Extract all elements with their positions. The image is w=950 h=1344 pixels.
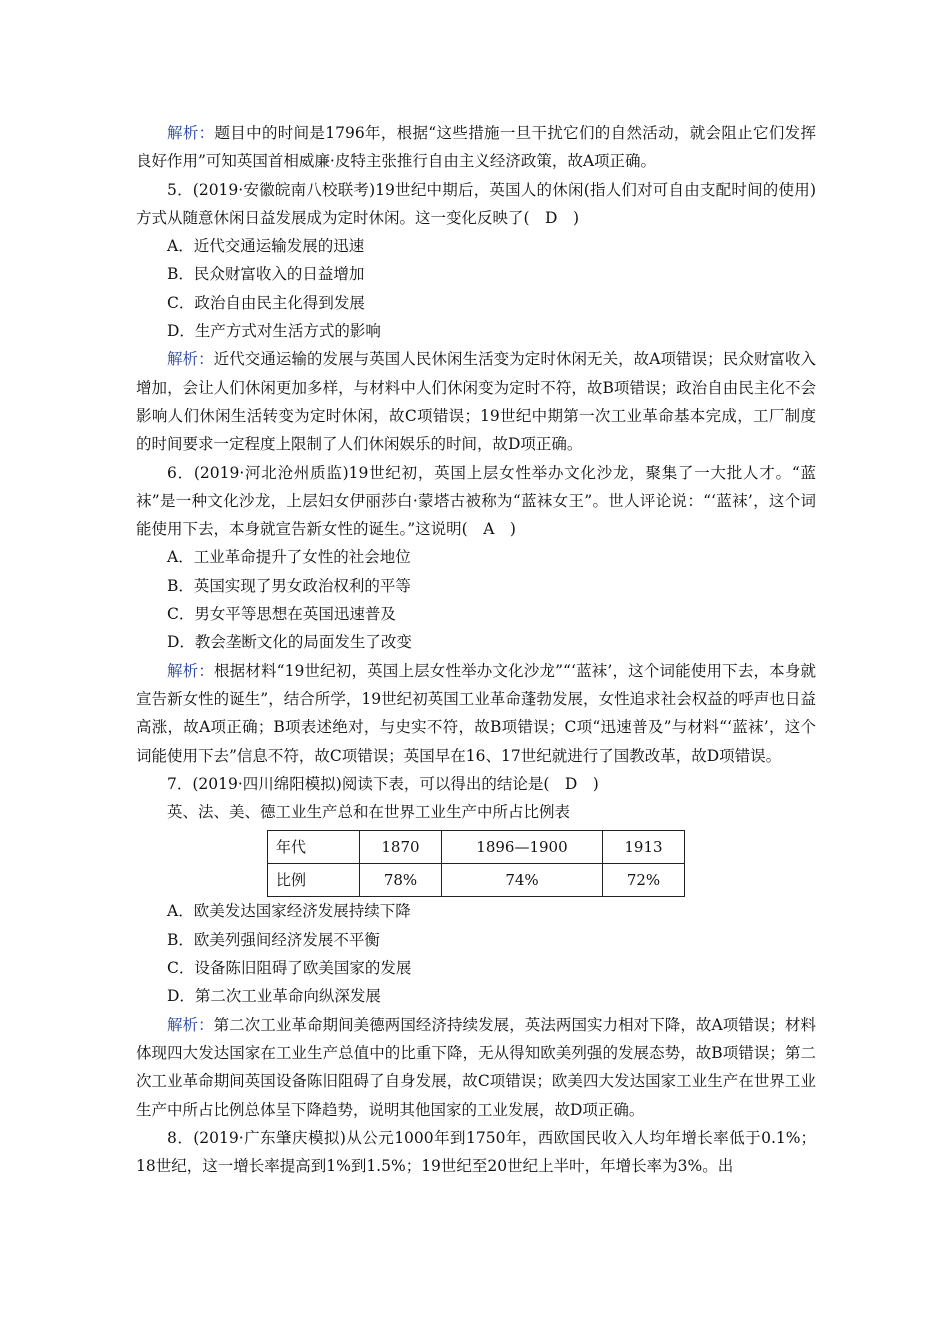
q6-option-b: B．英国实现了男女政治权利的平等 <box>167 576 411 595</box>
table-title: 英、法、美、德工业生产总和在世界工业生产中所占比例表 <box>167 803 571 822</box>
q7-option-b: B．欧美列强间经济发展不平衡 <box>167 930 380 949</box>
q7-option-c: C．设备陈旧阻碍了欧美国家的发展 <box>167 959 412 978</box>
analysis-text: 近代交通运输的发展与英国人民休闲生活变为定时休闲无关，故A项错误；民众财富收入增加，会让人们休闲更加多样，与材料中人们休闲变为定时不符，故B项错误；政治自由民主化不会影响人们休闲生活转变为定时休闲，故C项错误；19世纪中期第一次工业革命基本完成，工厂制度的时间要求一定程度上限制了人们休闲娱乐的时间，故D项正确。 <box>136 350 816 454</box>
analysis-label: 解析： <box>167 661 214 680</box>
table-cell: 比例 <box>268 864 360 897</box>
analysis-text: 根据材料“19世纪初，英国上层女性举办文化沙龙”“‘蓝袜’，这个词能使用下去，本身就宣告新女性的诞生”，结合所学，19世纪初英国工业革命蓬勃发展，女性追求社会权益的呼声也日益高涨，故A项正确；B项表述绝对，与史实不符，故B项错误；C项“迅速普及”与材料“‘蓝袜’，这个词能使用下去”信息不符，故C项错误；英国早在16、17世纪就进行了国教改革，故D项错误。 <box>136 661 816 765</box>
analysis-text: 题目中的时间是1796年，根据“这些措施一旦干扰它们的自然活动，就会阻止它们发挥良好作用”可知英国首相威廉·皮特主张推行自由主义经济政策，故A项正确。 <box>136 124 816 171</box>
table-cell: 年代 <box>268 831 360 864</box>
data-table <box>267 830 685 897</box>
q6-option-c: C．男女平等思想在英国迅速普及 <box>167 605 396 624</box>
table-row <box>268 831 685 864</box>
q6-option-d: D．教会垄断文化的局面发生了改变 <box>167 633 412 652</box>
table-cell: 72% <box>602 864 684 897</box>
q5-option-a: A．近代交通运输发展的迅速 <box>167 237 365 256</box>
analysis-paragraph-6 <box>136 657 816 770</box>
analysis-paragraph-5 <box>136 345 816 458</box>
question-6: 6．(2019·河北沧州质监)19世纪初，英国上层女性举办文化沙龙，聚集了一大批人才。“蓝袜”是一种文化沙龙，上层妇女伊丽莎白·蒙塔古被称为“蓝袜女王”。世人评论说：“‘蓝袜’，这个词能使用下去，本身就宣告新女性的诞生。”这说明( A ) <box>136 463 816 539</box>
question-7: 7．(2019·四川绵阳模拟)阅读下表，可以得出的结论是( D ) <box>167 774 599 793</box>
table-cell: 1870 <box>360 831 442 864</box>
q5-option-b: B．民众财富收入的日益增加 <box>167 265 365 284</box>
q6-option-a: A．工业革命提升了女性的社会地位 <box>167 548 411 567</box>
question-5: 5．(2019·安徽皖南八校联考)19世纪中期后，英国人的休闲(指人们对可自由支配时间的使用)方式从随意休闲日益发展成为定时休闲。这一变化反映了( D ) <box>136 180 816 227</box>
analysis-label: 解析： <box>167 1015 214 1034</box>
table-cell: 74% <box>441 864 602 897</box>
analysis-text: 第二次工业革命期间美德两国经济持续发展，英法两国实力相对下降，故A项错误；材料体现四大发达国家在工业生产总值中的比重下降，无从得知欧美列强的发展态势，故B项错误；第二次工业革命期间英国设备陈旧阻碍了自身发展，故C项错误；欧美四大发达国家工业生产在世界工业生产中所占比例总体呈下降趋势，说明其他国家的工业发展，故D项正确。 <box>136 1015 816 1119</box>
q7-option-d: D．第二次工业革命向纵深发展 <box>167 987 381 1006</box>
table-cell: 1896—1900 <box>441 831 602 864</box>
table-row <box>268 864 685 897</box>
q5-option-d: D．生产方式对生活方式的影响 <box>167 322 381 341</box>
analysis-label: 解析： <box>167 350 214 369</box>
analysis-label: 解析： <box>167 124 215 142</box>
analysis-paragraph-4 <box>136 119 816 176</box>
document-page <box>136 119 816 1180</box>
q5-option-c: C．政治自由民主化得到发展 <box>167 293 365 312</box>
q7-option-a: A．欧美发达国家经济发展持续下降 <box>167 902 411 921</box>
table-cell: 78% <box>360 864 442 897</box>
table-cell: 1913 <box>602 831 684 864</box>
analysis-paragraph-7 <box>136 1011 816 1124</box>
question-8: 8．(2019·广东肇庆模拟)从公元1000年到1750年，西欧国民收入人均年增长率低于0.1%；18世纪，这一增长率提高到1%到1.5%；19世纪至20世纪上半叶，年增长率为3%。出 <box>136 1128 816 1176</box>
